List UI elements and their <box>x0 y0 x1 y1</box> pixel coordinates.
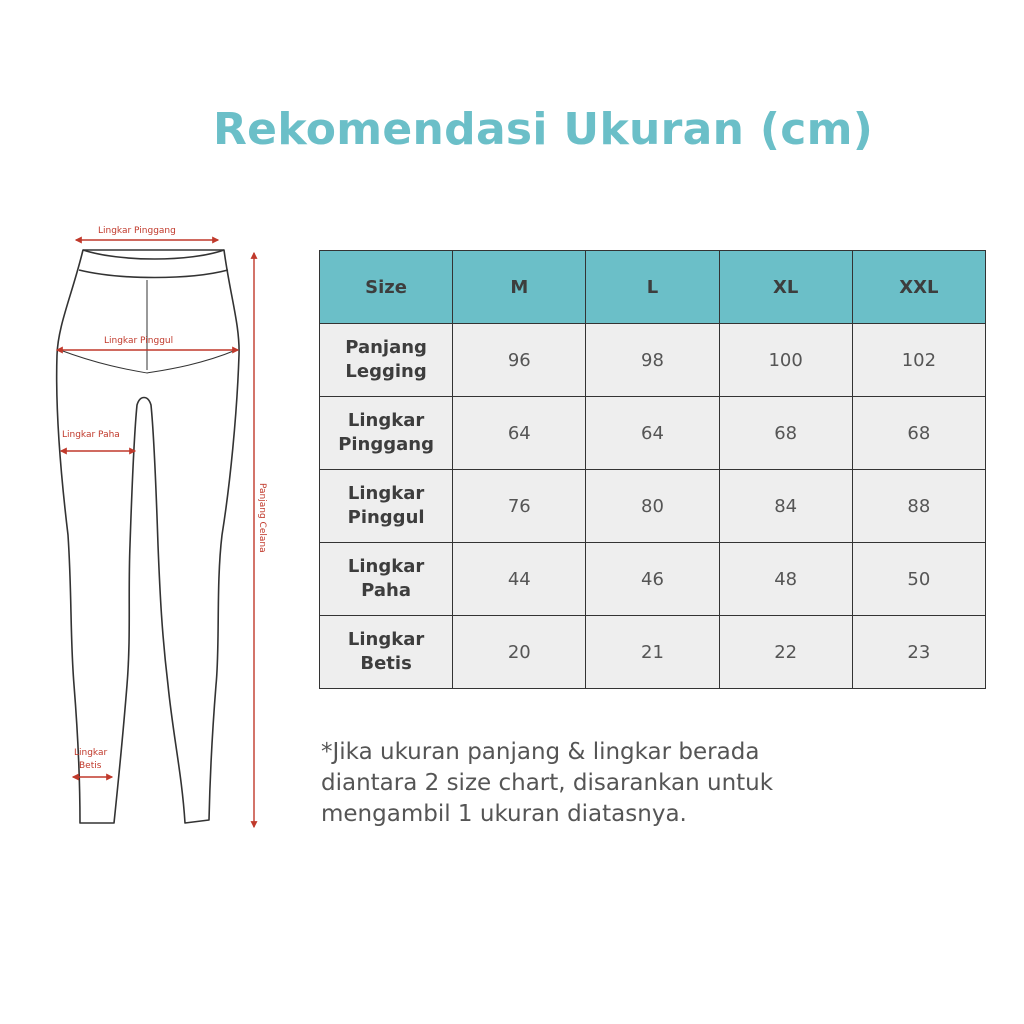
header-m: M <box>453 251 586 324</box>
waist-label: Lingkar Pinggang <box>98 226 176 236</box>
table-cell: 80 <box>586 470 719 543</box>
row-label-line1: Lingkar <box>347 556 425 577</box>
note-line-2: diantara 2 size chart, disarankan untuk <box>321 770 774 796</box>
row-label-line2: Legging <box>345 361 427 382</box>
note-line-1: *Jika ukuran panjang & lingkar berada <box>321 739 760 765</box>
row-label-line2: Paha <box>361 580 411 601</box>
table-row <box>320 470 986 543</box>
table-cell: 102 <box>852 324 985 397</box>
table-cell: 22 <box>719 616 852 689</box>
table-cell: 76 <box>453 470 586 543</box>
row-label-line2: Pinggul <box>347 507 425 528</box>
thigh-label: Lingkar Paha <box>62 430 120 440</box>
row-label-line1: Lingkar <box>347 410 425 431</box>
row-label-line2: Betis <box>360 653 412 674</box>
header-l: L <box>586 251 719 324</box>
table-cell: 98 <box>586 324 719 397</box>
table-cell: 21 <box>586 616 719 689</box>
table-cell: 46 <box>586 543 719 616</box>
page-title: Rekomendasi Ukuran (cm) <box>213 104 874 155</box>
row-label <box>320 324 453 397</box>
note-line-3: mengambil 1 ukuran diatasnya. <box>321 801 687 827</box>
header-xl: XL <box>719 251 852 324</box>
table-cell: 64 <box>453 397 586 470</box>
table-cell: 23 <box>852 616 985 689</box>
header-xxl: XXL <box>852 251 985 324</box>
table-cell: 48 <box>719 543 852 616</box>
table-row <box>320 616 986 689</box>
size-chart-table <box>319 250 986 689</box>
row-label-line2: Pinggang <box>338 434 434 455</box>
row-label <box>320 470 453 543</box>
legging-measurement-diagram <box>40 215 290 845</box>
table-cell: 20 <box>453 616 586 689</box>
row-label-line1: Lingkar <box>347 483 425 504</box>
table-cell: 68 <box>852 397 985 470</box>
row-label <box>320 616 453 689</box>
hip-label: Lingkar Pinggul <box>104 336 174 346</box>
table-row <box>320 397 986 470</box>
table-cell: 44 <box>453 543 586 616</box>
table-cell: 50 <box>852 543 985 616</box>
calf-label-line2: Betis <box>79 761 102 771</box>
size-note <box>321 737 1011 830</box>
row-label <box>320 397 453 470</box>
table-cell: 100 <box>719 324 852 397</box>
table-header-row <box>320 251 986 324</box>
table-row <box>320 324 986 397</box>
header-size: Size <box>320 251 453 324</box>
row-label-line1: Lingkar <box>347 629 425 650</box>
row-label <box>320 543 453 616</box>
table-cell: 68 <box>719 397 852 470</box>
table-cell: 84 <box>719 470 852 543</box>
table-row <box>320 543 986 616</box>
table-cell: 96 <box>453 324 586 397</box>
row-label-line1: Panjang <box>345 337 427 358</box>
length-label: Panjang Celana <box>257 483 267 553</box>
table-cell: 88 <box>852 470 985 543</box>
table-cell: 64 <box>586 397 719 470</box>
calf-label-line1: Lingkar <box>74 748 108 758</box>
